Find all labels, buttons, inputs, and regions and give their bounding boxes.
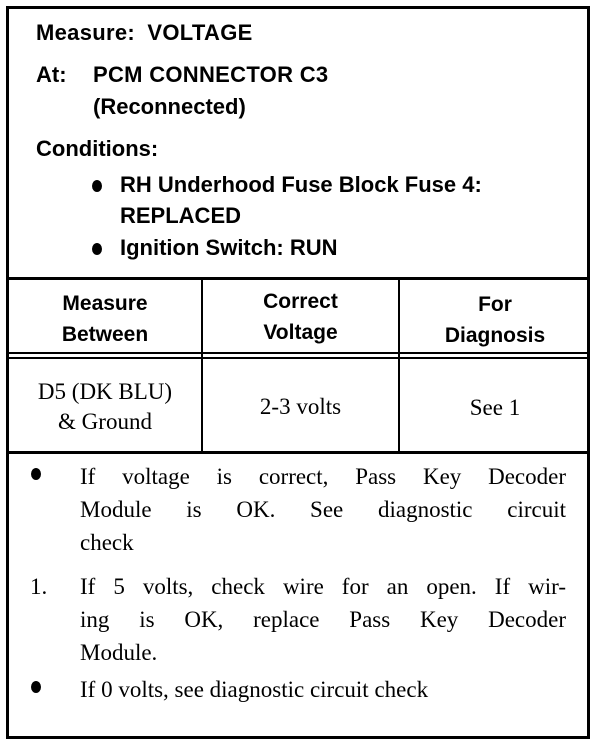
condition-1-line2: REPLACED	[120, 203, 242, 228]
column-header-correct-voltage	[203, 286, 398, 348]
note-1-bullet-icon	[31, 468, 41, 480]
at-value: PCM CONNECTOR C3	[93, 62, 329, 87]
note-2-text	[80, 570, 566, 669]
note-1-text	[80, 460, 566, 559]
condition-1-bullet-icon	[92, 180, 102, 192]
note-1-line1: If voltage is correct, Pass Key Decoder	[80, 464, 566, 489]
note-1-line2: Module is OK. See diagnostic circuit	[80, 497, 566, 522]
note-2-marker: 1.	[30, 574, 48, 599]
column-header-correct-voltage-line2: Voltage	[263, 321, 338, 344]
column-header-measure-between-line1: Measure	[62, 292, 148, 315]
condition-2-line1: Ignition Switch: RUN	[120, 235, 338, 260]
table-top-rule	[6, 277, 590, 280]
conditions-label: Conditions:	[36, 136, 159, 161]
header-bottom-rule-a	[6, 352, 590, 354]
cell-for-diagnosis: See 1	[469, 395, 521, 420]
measure-value: VOLTAGE	[147, 20, 253, 45]
cell-measure-between-line1: D5 (DK BLU)	[37, 379, 173, 404]
cell-measure-between	[9, 377, 201, 437]
column-header-correct-voltage-line1: Correct	[263, 290, 338, 313]
note-2-line2: ing is OK, replace Pass Key Decoder	[80, 607, 566, 632]
column-header-for-diagnosis-line2: Diagnosis	[444, 324, 546, 347]
at-label: At:	[36, 62, 67, 87]
column-header-measure-between-line2: Between	[61, 323, 149, 346]
measure-label: Measure:	[36, 20, 135, 45]
cell-correct-voltage: 2-3 volts	[259, 394, 342, 419]
column-header-measure-between	[9, 288, 201, 350]
note-3-text	[80, 673, 566, 706]
measure-heading	[36, 20, 253, 46]
header-bottom-rule-b	[6, 357, 590, 359]
note-2-line3: Module.	[80, 640, 158, 665]
condition-1-line1: RH Underhood Fuse Block Fuse 4:	[120, 172, 482, 197]
condition-2-bullet-icon	[92, 243, 102, 255]
note-2-line1: If 5 volts, check wire for an open. If wir-	[80, 574, 566, 599]
table-bottom-rule	[6, 451, 590, 454]
at-note: (Reconnected)	[93, 94, 246, 119]
note-1-line3: check	[80, 530, 134, 555]
column-header-for-diagnosis-line1: For	[478, 293, 512, 316]
note-3-line1: If 0 volts, see diagnostic circuit check	[80, 677, 429, 702]
cell-measure-between-line2: & Ground	[58, 409, 152, 434]
column-header-for-diagnosis	[400, 289, 590, 351]
note-3-bullet-icon	[31, 681, 41, 693]
